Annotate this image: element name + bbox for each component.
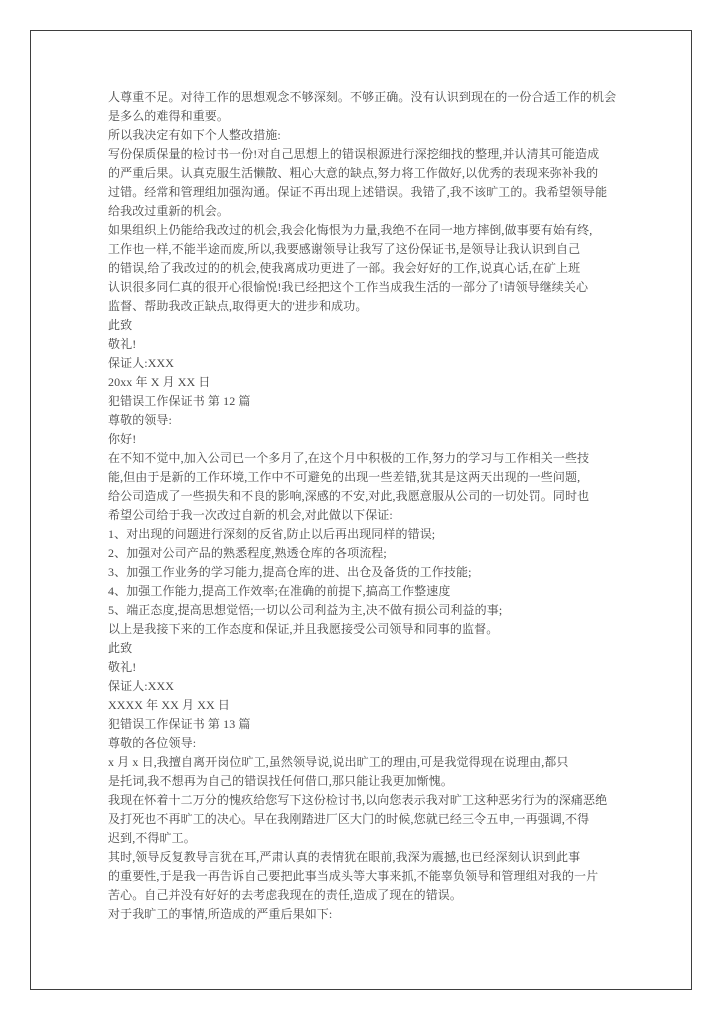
text-line: 及打死也不再旷工的决心。早在我刚踏进厂区大门的时候,您就已经三令五申,一再强调,不得 xyxy=(108,812,590,826)
text-line: 犯错误工作保证书 第 12 篇 xyxy=(108,394,251,408)
text-line: 4、加强工作能力,提高工作效率;在准确的前提下,搞高工作整速度 xyxy=(108,584,451,598)
text-line: 工作也一样,不能半途而废,所以,我要感谢领导让我写了这份保证书,是领导让我认识到自己 xyxy=(108,242,581,256)
text-line: 你好! xyxy=(108,432,137,446)
text-line: 敬礼! xyxy=(108,337,137,351)
text-line: 保证人:XXX xyxy=(108,356,175,370)
document-page xyxy=(30,30,692,990)
text-line: 过错。经常和管理组加强沟通。保证不再出现上述错误。我错了,我不该旷工的。我希望领导能 xyxy=(108,185,608,199)
text-line: 保证人:XXX xyxy=(108,679,175,693)
text-line: 给公司造成了一些损失和不良的影响,深感的不安,对此,我愿意服从公司的一切处罚。同时也 xyxy=(108,489,590,503)
document-text-block xyxy=(108,88,620,924)
text-line: x 月 x 日,我擅自离开岗位旷工,虽然领导说,说出旷工的理由,可是我觉得现在说理由,都只 xyxy=(108,755,569,769)
text-line: 的重要性,于是我一再告诉自己要把此事当成头等大事来抓,不能辜负领导和管理组对我的一片 xyxy=(108,869,599,883)
text-line: 希望公司给于我一次改过自新的机会,对此做以下保证: xyxy=(108,508,393,522)
text-line: 认识很多同仁真的很开心很愉悦!我已经把这个工作当成我生活的一部分了!请领导继续关心 xyxy=(108,280,589,294)
text-line: 写份保质保量的检讨书一份!对自己思想上的错误根源进行深挖细找的整理,并认清其可能造成 xyxy=(108,147,600,161)
text-line: 犯错误工作保证书 第 13 篇 xyxy=(108,717,251,731)
text-line: 5、端正态度,提高思想觉悟;一切以公司利益为主,决不做有损公司利益的事; xyxy=(108,603,503,617)
text-line: 此致 xyxy=(108,641,133,655)
text-line: XXXX 年 XX 月 XX 日 xyxy=(108,698,230,712)
text-line: 以上是我接下来的工作态度和保证,并且我愿接受公司领导和同事的监督。 xyxy=(108,622,499,636)
text-line: 给我改过重新的机会。 xyxy=(108,204,230,218)
text-line: 的错误,给了我改过的的机会,使我离成功更进了一部。我会好好的工作,说真心话,在矿上班 xyxy=(108,261,581,275)
text-line: 1、对出现的问题进行深刻的反省,防止以后再出现同样的错误; xyxy=(108,527,436,541)
text-line: 对于我旷工的事情,所造成的严重后果如下: xyxy=(108,907,333,921)
text-line: 在不知不觉中,加入公司已一个多月了,在这个月中积极的工作,努力的学习与工作相关一些技 xyxy=(108,451,590,465)
text-line: 尊敬的各位领导: xyxy=(108,736,197,750)
text-line: 此致 xyxy=(108,318,133,332)
text-line: 2、加强对公司产品的熟悉程度,熟透仓库的各项流程; xyxy=(108,546,387,560)
text-line: 其时,领导反复教导言犹在耳,严肃认真的表情犹在眼前,我深为震撼,也已经深刻认识到此事 xyxy=(108,850,581,864)
text-line: 监督、帮助我改正缺点,取得更大的'进步和成功。 xyxy=(108,299,368,313)
text-line: 20xx 年 X 月 XX 日 xyxy=(108,375,211,389)
text-line: 人尊重不足。对待工作的思想观念不够深刻。不够正确。没有认识到现在的一份合适工作的机会 xyxy=(108,90,617,104)
text-line: 尊敬的领导: xyxy=(108,413,172,427)
text-line: 的严重后果。认真克服生活懒散、粗心大意的缺点,努力将工作做好,以优秀的表现来弥补我的 xyxy=(108,166,599,180)
text-line: 苦心。自己并没有好好的去考虑我现在的责任,造成了现在的错误。 xyxy=(108,888,463,902)
text-line: 能,但由于是新的工作环境,工作中不可避免的出现一些差错,犹其是这两天出现的一些问题, xyxy=(108,470,581,484)
text-line: 敬礼! xyxy=(108,660,137,674)
text-line: 是多么的难得和重要。 xyxy=(108,109,230,123)
text-line: 迟到,不得旷工。 xyxy=(108,831,196,845)
text-line: 如果组织上仍能给我改过的机会,我会化悔恨为力量,我绝不在同一地方摔倒,做事要有始有终, xyxy=(108,223,593,237)
text-line: 我现在怀着十二万分的愧疚给您写下这份检讨书,以向您表示我对旷工这种恶劣行为的深痛恶绝 xyxy=(108,793,608,807)
text-line: 3、加强工作业务的学习能力,提高仓库的进、出仓及备货的工作技能; xyxy=(108,565,472,579)
text-line: 是托词,我不想再为自己的错误找任何借口,那只能让我更加惭愧。 xyxy=(108,774,454,788)
text-line: 所以我决定有如下个人整改措施: xyxy=(108,128,281,142)
